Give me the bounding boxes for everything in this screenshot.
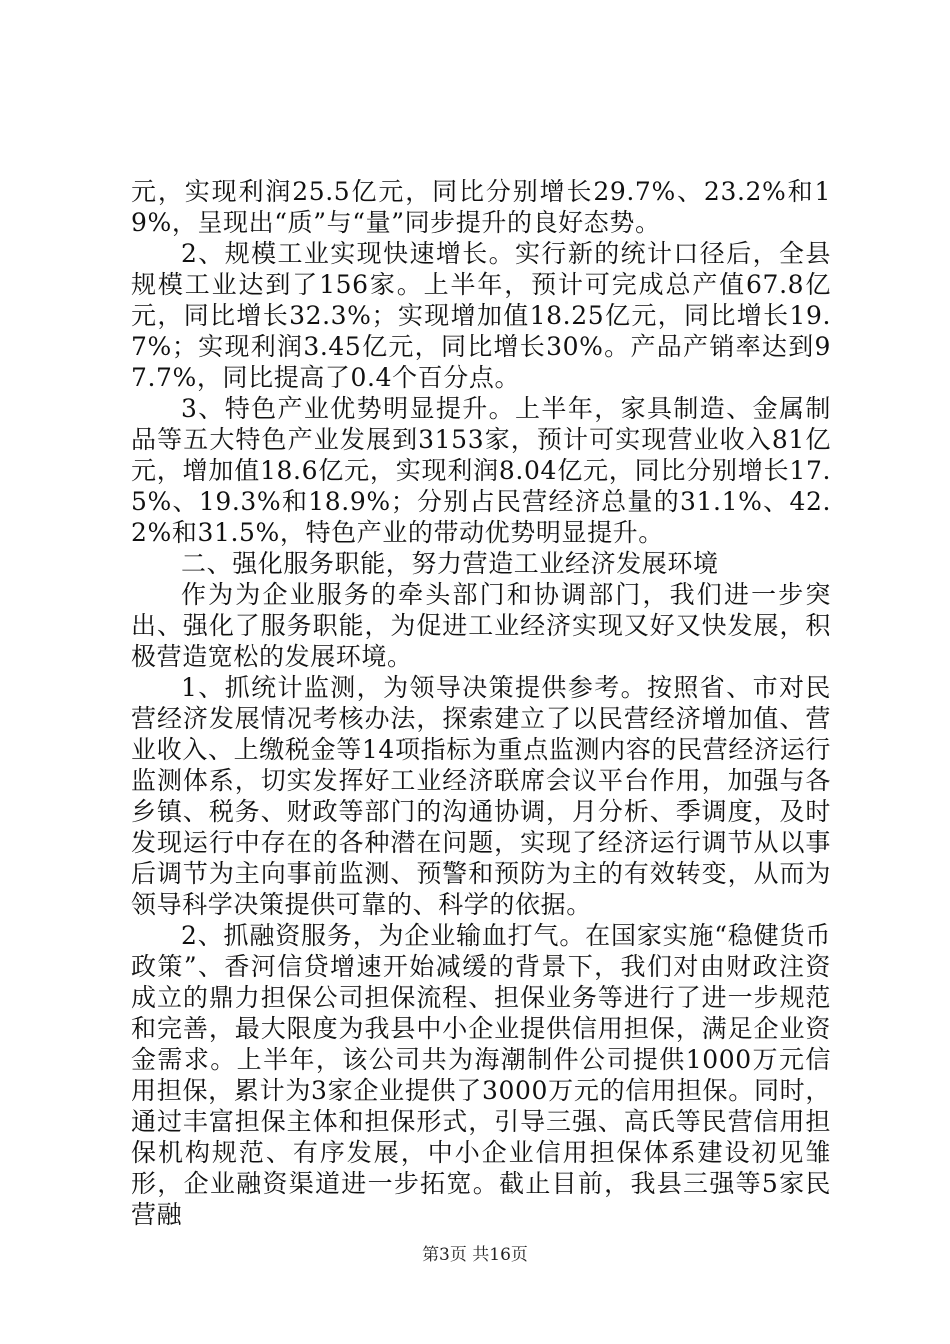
document-body (131, 176, 831, 1230)
section-heading-service: 二、强化服务职能，努力营造工业经济发展环境 (181, 549, 719, 578)
page-number-footer: 第3页 共16页 (422, 1245, 528, 1265)
paragraph-statistics-monitoring: 1、抓统计监测，为领导决策提供参考。按照省、市对民营经济发展情况考核办法，探索建立了以民营经济增加值、营业收入、上缴税金等14项指标为重点监测内容的民营经济运行监测体系，切实发挥好工业经济联席会议平台作用，加强与各乡镇、税务、财政等部门的沟通协调，月分析、季调度，及时发现运行中存在的各种潜在问题，实现了经济运行调节从以事后调节为主向事前监测、预警和预防为主的有效转变，从而为领导科学决策提供可靠的、科学的依据。 (131, 673, 831, 919)
paragraph-financing-service: 2、抓融资服务，为企业输血打气。在国家实施“稳健货币政策”、香河信贷增速开始减缓的背景下，我们对由财政注资成立的鼎力担保公司担保流程、担保业务等进行了进一步规范和完善，最大限度为我县中小企业提供信用担保，满足企业资金需求。上半年，该公司共为海潮制件公司提供1000万元信用担保，累计为3家企业提供了3000万元的信用担保。同时，通过丰富担保主体和担保形式，引导三强、高氏等民营信用担保机构规范、有序发展，中小企业信用担保体系建设初见雏形，企业融资渠道进一步拓宽。截止目前，我县三强等5家民营融 (131, 921, 831, 1229)
paragraph-scale-industry: 2、规模工业实现快速增长。实行新的统计口径后，全县规模工业达到了156家。上半年，预计可完成总产值67.8亿元，同比增长32.3%；实现增加值18.25亿元，同比增长19.7%；实现利润3.45亿元，同比增长30%。产品产销率达到97.7%，同比提高了0.4个百分点。 (131, 239, 831, 392)
paragraph-continuation: 元，实现利润25.5亿元，同比分别增长29.7%、23.2%和19%，呈现出“质”与“量”同步提升的良好态势。 (131, 177, 831, 237)
paragraph-featured-industry: 3、特色产业优势明显提升。上半年，家具制造、金属制品等五大特色产业发展到3153家，预计可实现营业收入81亿元，增加值18.6亿元，实现利润8.04亿元，同比分别增长17.5%、19.3%和18.9%；分别占民营经济总量的31.1%、42.2%和31.5%，特色产业的带动优势明显提升。 (131, 394, 831, 547)
paragraph-service-intro: 作为为企业服务的牵头部门和协调部门，我们进一步突出、强化了服务职能，为促进工业经济实现又好又快发展，积极营造宽松的发展环境。 (131, 580, 831, 671)
